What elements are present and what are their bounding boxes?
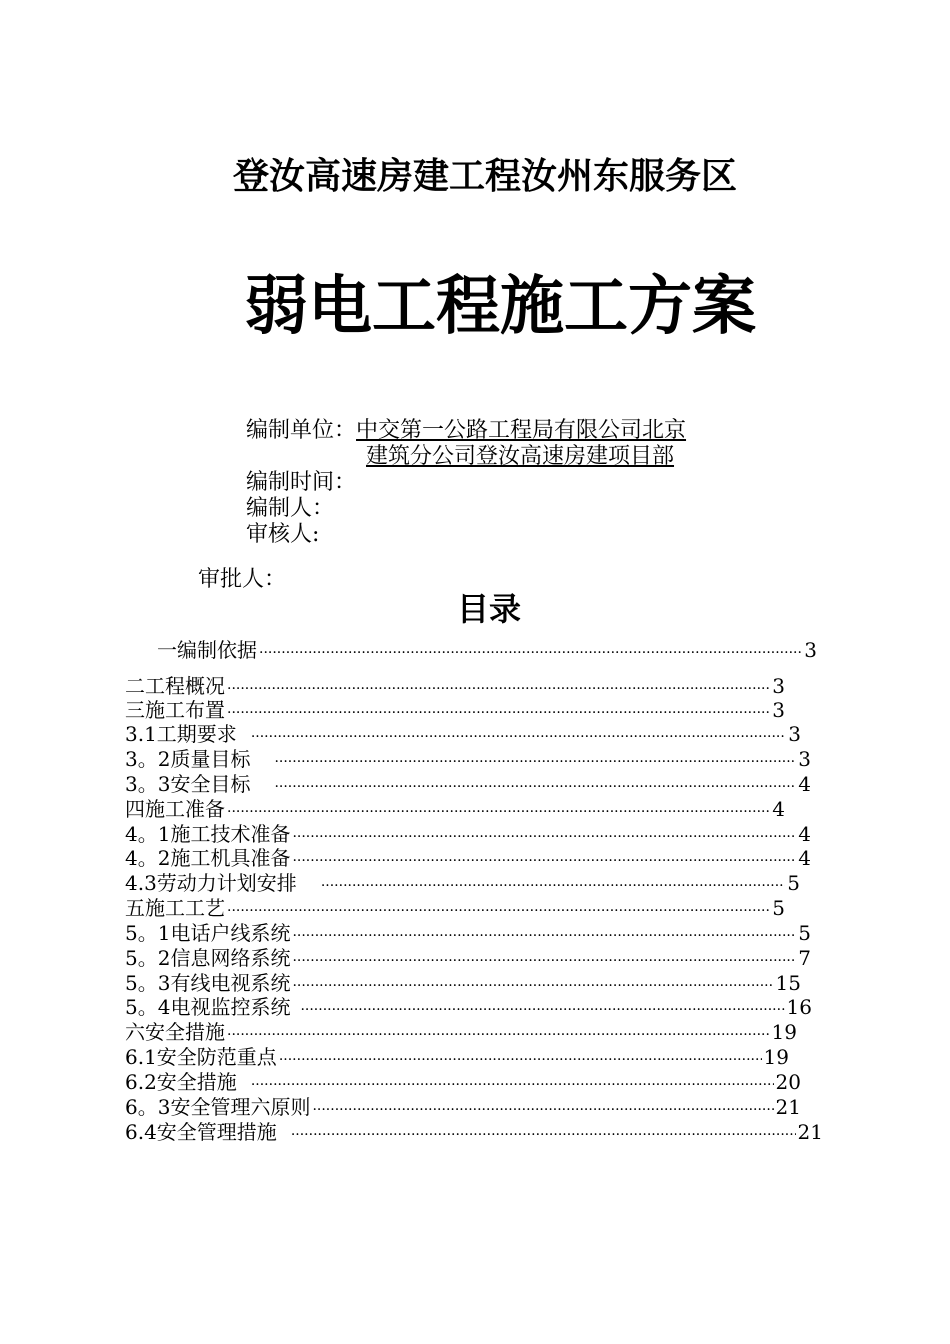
toc-entry-page: 5	[787, 871, 800, 895]
toc-entry-label: 一编制依据	[157, 638, 257, 662]
toc-entry-label: 6.1安全防范重点	[125, 1045, 277, 1069]
toc-entry-label: 6。3安全管理六原则	[125, 1095, 311, 1119]
toc-entry[interactable]	[125, 1045, 789, 1069]
toc-entry[interactable]	[125, 722, 801, 746]
toc-entry-page: 3	[798, 747, 811, 771]
toc-leader-dots	[227, 1023, 770, 1044]
toc-leader-dots	[292, 974, 773, 995]
info-row-time	[246, 470, 686, 496]
info-unit-label: 编制单位：	[246, 418, 357, 443]
toc-entry[interactable]	[157, 638, 817, 662]
toc-leader-dots	[274, 775, 796, 796]
toc-leader-dots	[251, 725, 786, 746]
toc-leader-dots	[227, 800, 770, 821]
toc-entry-label: 3.1工期要求	[125, 722, 237, 746]
toc-leader-dots	[259, 641, 802, 662]
toc-leader-dots	[251, 1073, 774, 1094]
toc-entry[interactable]	[125, 896, 785, 920]
toc-leader-dots	[321, 874, 785, 895]
toc-entry[interactable]	[125, 698, 785, 722]
toc-entry-label: 5。1电话户线系统	[125, 921, 291, 945]
toc-entry-label: 4。1施工技术准备	[125, 822, 291, 846]
toc-entry-label: 3。3安全目标	[125, 772, 251, 796]
toc-entry[interactable]	[125, 797, 785, 821]
toc-entry[interactable]	[125, 971, 801, 995]
toc-entry-label: 5。4电视监控系统	[125, 995, 291, 1019]
info-unit-value-line2: 建筑分公司登汝高速房建项目部	[366, 444, 675, 469]
toc-entry[interactable]	[125, 772, 811, 796]
toc-entry-label: 三施工布置	[125, 698, 225, 722]
toc-entry-label: 6.2安全措施	[125, 1070, 237, 1094]
info-row-author	[246, 496, 686, 522]
toc-entry[interactable]	[125, 1020, 797, 1044]
toc-entry-page: 5	[798, 921, 811, 945]
info-row-reviewer	[246, 522, 686, 548]
toc-entry-page: 3	[788, 722, 801, 746]
toc-leader-dots	[291, 1123, 796, 1144]
toc-entry-label: 4.3劳动力计划安排	[125, 871, 297, 895]
toc-leader-dots	[227, 899, 770, 920]
toc-entry-page: 19	[771, 1020, 797, 1044]
toc-entry-page: 4	[772, 797, 785, 821]
toc-entry[interactable]	[125, 946, 811, 970]
toc-entry-page: 20	[775, 1070, 801, 1094]
toc-entry-page: 7	[798, 946, 811, 970]
toc-entry[interactable]	[125, 1120, 823, 1144]
toc-entry-page: 5	[772, 896, 785, 920]
toc-entry-page: 4	[798, 822, 811, 846]
info-time-label: 编制时间：	[246, 470, 357, 495]
toc-leader-dots	[292, 825, 796, 846]
toc-entry[interactable]	[125, 1070, 801, 1094]
info-unit-value-line1: 中交第一公路工程局有限公司北京	[356, 418, 687, 443]
document-title-main: 弱电工程施工方案	[244, 270, 756, 344]
toc-entry-label: 3。2质量目标	[125, 747, 251, 771]
toc-leader-dots	[292, 949, 796, 970]
toc-entry-page: 19	[763, 1045, 789, 1069]
toc-entry-page: 21	[775, 1095, 801, 1119]
info-author-label: 编制人：	[246, 496, 335, 521]
toc-entry-page: 4	[798, 772, 811, 796]
toc-entry[interactable]	[125, 995, 812, 1019]
toc-entry-page: 15	[775, 971, 801, 995]
toc-entry-page: 3	[772, 674, 785, 698]
info-row-unit	[246, 418, 686, 444]
toc-entry-page: 16	[786, 995, 812, 1019]
toc-entry-label: 四施工准备	[125, 797, 225, 821]
toc-leader-dots	[227, 701, 770, 722]
info-reviewer-label: 审核人:	[246, 522, 320, 547]
toc-entry-label: 五施工工艺	[125, 896, 225, 920]
toc-leader-dots	[274, 750, 796, 771]
toc-leader-dots	[292, 849, 796, 870]
toc-leader-dots	[292, 924, 796, 945]
toc-entry[interactable]	[125, 674, 785, 698]
toc-entry-label: 4。2施工机具准备	[125, 846, 291, 870]
toc-leader-dots	[300, 998, 784, 1019]
toc-entry[interactable]	[125, 846, 811, 870]
toc-leader-dots	[312, 1098, 773, 1119]
toc-entry[interactable]	[125, 921, 811, 945]
toc-entry-label: 6.4安全管理措施	[125, 1120, 277, 1144]
toc-entry-page: 21	[797, 1120, 823, 1144]
toc-entry-label: 二工程概况	[125, 674, 225, 698]
toc-entry[interactable]	[125, 822, 811, 846]
toc-entry-label: 5。3有线电视系统	[125, 971, 291, 995]
toc-entry[interactable]	[125, 747, 811, 771]
document-title-project: 登汝高速房建工程汝州东服务区	[232, 156, 737, 197]
toc-title: 目录	[456, 590, 521, 628]
info-approver-label: 审批人：	[198, 567, 287, 592]
toc-entry-label: 六安全措施	[125, 1020, 225, 1044]
toc-entry-page: 4	[798, 846, 811, 870]
toc-leader-dots	[279, 1048, 762, 1069]
toc-entry-page: 3	[804, 638, 817, 662]
toc-leader-dots	[227, 677, 770, 698]
toc-entry[interactable]	[125, 1095, 801, 1119]
toc-entry-page: 3	[772, 698, 785, 722]
document-info-block	[246, 418, 686, 548]
toc-entry[interactable]	[125, 871, 800, 895]
toc-entry-label: 5。2信息网络系统	[125, 946, 291, 970]
